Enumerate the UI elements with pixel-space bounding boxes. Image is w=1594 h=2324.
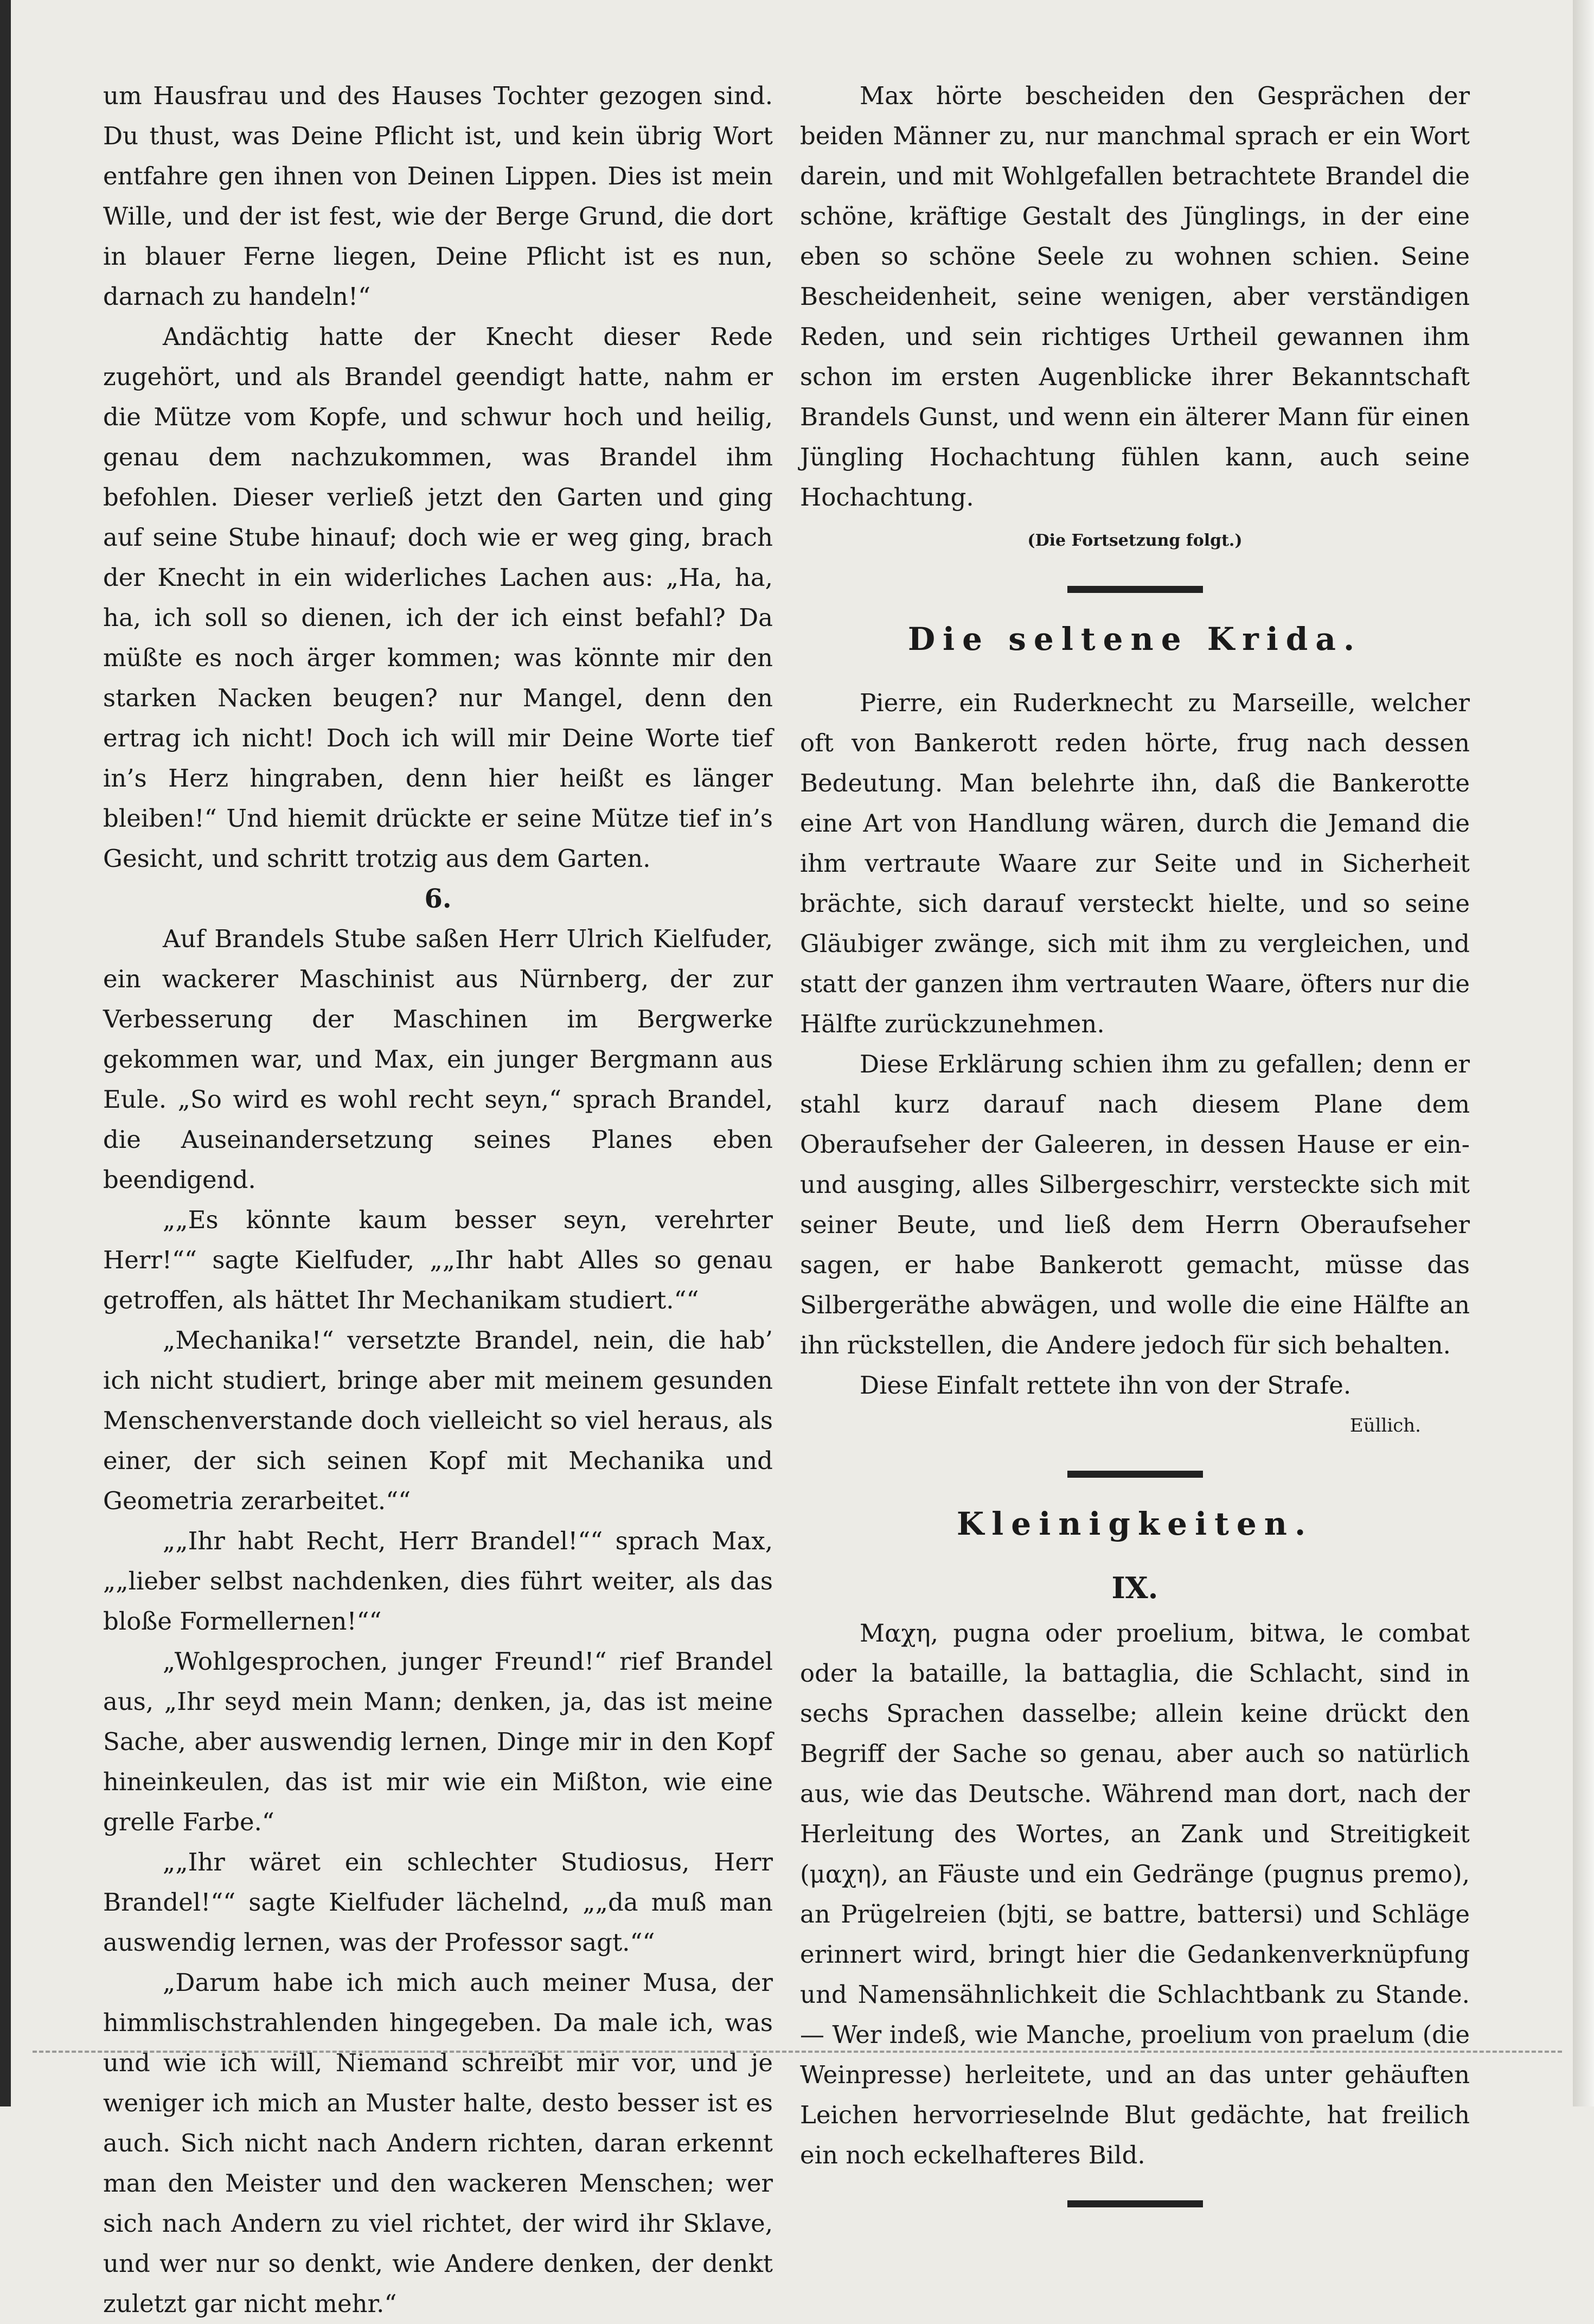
page-bottom-edge — [33, 2051, 1562, 2053]
paragraph: „Wohlgesprochen, junger Freund!“ rief Brandel aus, „Ihr seyd mein Mann; denken, ja, das ist meine Sache, aber auswendig lernen, Dinge mir in den Kopf hineinkeulen, das ist mir wie ein Mißton, wie eine grelle Farbe.“ — [103, 1647, 773, 1836]
continuation-note: (Die Fortsetzung folgt.) — [1027, 531, 1243, 550]
part-number: IX. — [1111, 1570, 1158, 1605]
paragraph: Auf Brandels Stube saßen Herr Ulrich Kielfuder, ein wackerer Maschinist aus Nürnberg, der zur Verbesserung der Maschinen im Bergwerke gekommen war, und Max, ein junger Bergmann aus Eule. „So wird es wohl recht seyn,“ sprach Brandel, die Auseinandersetzung seines Planes eben beendigend. — [103, 924, 773, 1194]
paragraph: um Hausfrau und des Hauses Tochter gezogen sind. Du thust, was Deine Pflicht ist, und kein übrig Wort entfahre gen ihnen von Deinen Lippen. Dies ist mein Wille, und der ist fest, wie der Berge Grund, die dort in blauer Ferne liegen, Deine Pflicht ist es nun, darnach zu handeln!“ — [103, 81, 773, 311]
paragraph: „„Ihr habt Recht, Herr Brandel!““ sprach Max, „„lieber selbst nachdenken, dies führt weiter, als das bloße Formellernen!““ — [103, 1527, 773, 1636]
paragraph: „„Es könnte kaum besser seyn, verehrter Herr!““ sagte Kielfuder, „„Ihr habt Alles so genau getroffen, als hättet Ihr Mechanikam studiert.““ — [103, 1205, 773, 1314]
article-heading: Kleinigkeiten. — [956, 1505, 1314, 1542]
paragraph: „„Ihr wäret ein schlechter Studiosus, Herr Brandel!““ sagte Kielfuder lächelnd, „„da muß man auswendig lernen, was der Professor sagt.““ — [103, 1848, 773, 1957]
section-divider — [1067, 2200, 1203, 2207]
section-number: 6. — [424, 884, 452, 914]
paragraph: Μαχη, pugna oder proelium, bitwa, le combat oder la bataille, la battaglia, die Schlacht, sind in sechs Sprachen dasselbe; allein keine drückt den Begriff der Sache so genau, aber auch so natürlich aus, wie das Deutsche. Während man dort, nach der Herleitung des Wortes, an Zank und Streitigkeit (μαχη), an Fäuste und ein Gedränge (pugnus premo), an Prügelreien (bjti, se battre, battersi) und Schläge erinnert wird, bringt hier die Gedankenverknüpfung und Namensähnlichkeit die Schlachtbank zu Stande. — Wer indeß, wie Manche, proelium von praelum (die Weinpresse) herleitete, und an das unter gehäuften Leichen hervorrieselnde Blut gedächte, hat freilich ein noch eckelhafteres Bild. — [800, 1619, 1470, 2169]
paragraph: Andächtig hatte der Knecht dieser Rede zugehört, und als Brandel geendigt hatte, nahm er die Mütze vom Kopfe, und schwur hoch und heilig, genau dem nachzukommen, was Brandel ihm befohlen. Dieser verließ jetzt den Garten und ging auf seine Stube hinauf; doch wie er weg ging, brach der Knecht in ein widerliches Lachen aus: „Ha, ha, ha, ich soll so dienen, ich der ich einst befahl? Da müßte es noch ärger kommen; was könnte mir den starken Nacken beugen? nur Mangel, denn den ertrag ich nicht! Doch ich will mir Deine Worte tief in’s Herz hingraben, denn hier heißt es länger bleiben!“ Und hiemit drückte er seine Mütze tief in’s Gesicht, und schritt trotzig aus dem Garten. — [103, 322, 773, 873]
scan-right-edge — [1573, 0, 1594, 2106]
author-signature: Eüllich. — [1349, 1415, 1421, 1436]
paragraph: Pierre, ein Ruderknecht zu Marseille, welcher oft von Bankerott reden hörte, frug nach dessen Bedeutung. Man belehrte ihn, daß die Bankerotte eine Art von Handlung wären, durch die Jemand die ihm vertraute Waare zur Seite und in Sicherheit brächte, sich darauf versteckt hielte, und so seine Gläubiger zwänge, sich mit ihm zu vergleichen, und statt der ganzen ihm vertrauten Waare, öfters nur die Hälfte zurückzunehmen. — [800, 688, 1470, 1038]
section-divider — [1067, 586, 1203, 593]
paragraph: „Darum habe ich mich auch meiner Musa, der himmlischstrahlenden hingegeben. Da male ich, was und wie ich will, Niemand schreibt mir vor, und je weniger ich mich an Muster halte, desto besser ist es auch. Sich nicht nach Andern richten, daran erkennt man den Meister und den wackeren Menschen; wer sich nach Andern zu viel richtet, der wird ihr Sklave, und wer nur so denkt, wie Andere denken, der denkt zuletzt gar nicht mehr.“ — [103, 1968, 773, 2318]
scan-left-edge — [0, 0, 11, 2106]
section-divider — [1067, 1471, 1203, 1478]
paragraph: „Mechanika!“ versetzte Brandel, nein, die hab’ ich nicht studiert, bringe aber mit meinem gesunden Menschenverstande doch vielleicht so viel heraus, als einer, der sich seinen Kopf mit Mechanika und Geometria zerarbeitet.““ — [103, 1326, 773, 1515]
left-column — [103, 76, 773, 2324]
article-heading: Die seltene Krida. — [907, 621, 1362, 657]
right-column — [800, 76, 1470, 2233]
paragraph: Diese Einfalt rettete ihn von der Strafe. — [860, 1371, 1352, 1400]
paragraph: Diese Erklärung schien ihm zu gefallen; denn er stahl kurz darauf nach diesem Plane dem Oberaufseher der Galeeren, in dessen Hause er ein- und ausging, alles Silbergeschirr, versteckte sich mit seiner Beute, und ließ dem Herrn Oberaufseher sagen, er habe Bankerott gemacht, müsse das Silbergeräthe abwägen, und wolle die eine Hälfte an ihn rückstellen, die Andere jedoch für sich behalten. — [800, 1050, 1470, 1359]
paragraph: Max hörte bescheiden den Gesprächen der beiden Männer zu, nur manchmal sprach er ein Wort darein, und mit Wohlgefallen betrachtete Brandel die schöne, kräftige Gestalt des Jünglings, in der eine eben so schöne Seele zu wohnen schien. Seine Bescheidenheit, seine wenigen, aber verständigen Reden, und sein richtiges Urtheil gewannen ihm schon im ersten Augenblicke ihrer Bekanntschaft Brandels Gunst, und wenn ein älterer Mann für einen Jüngling Hochachtung fühlen kann, auch seine Hochachtung. — [800, 81, 1470, 512]
